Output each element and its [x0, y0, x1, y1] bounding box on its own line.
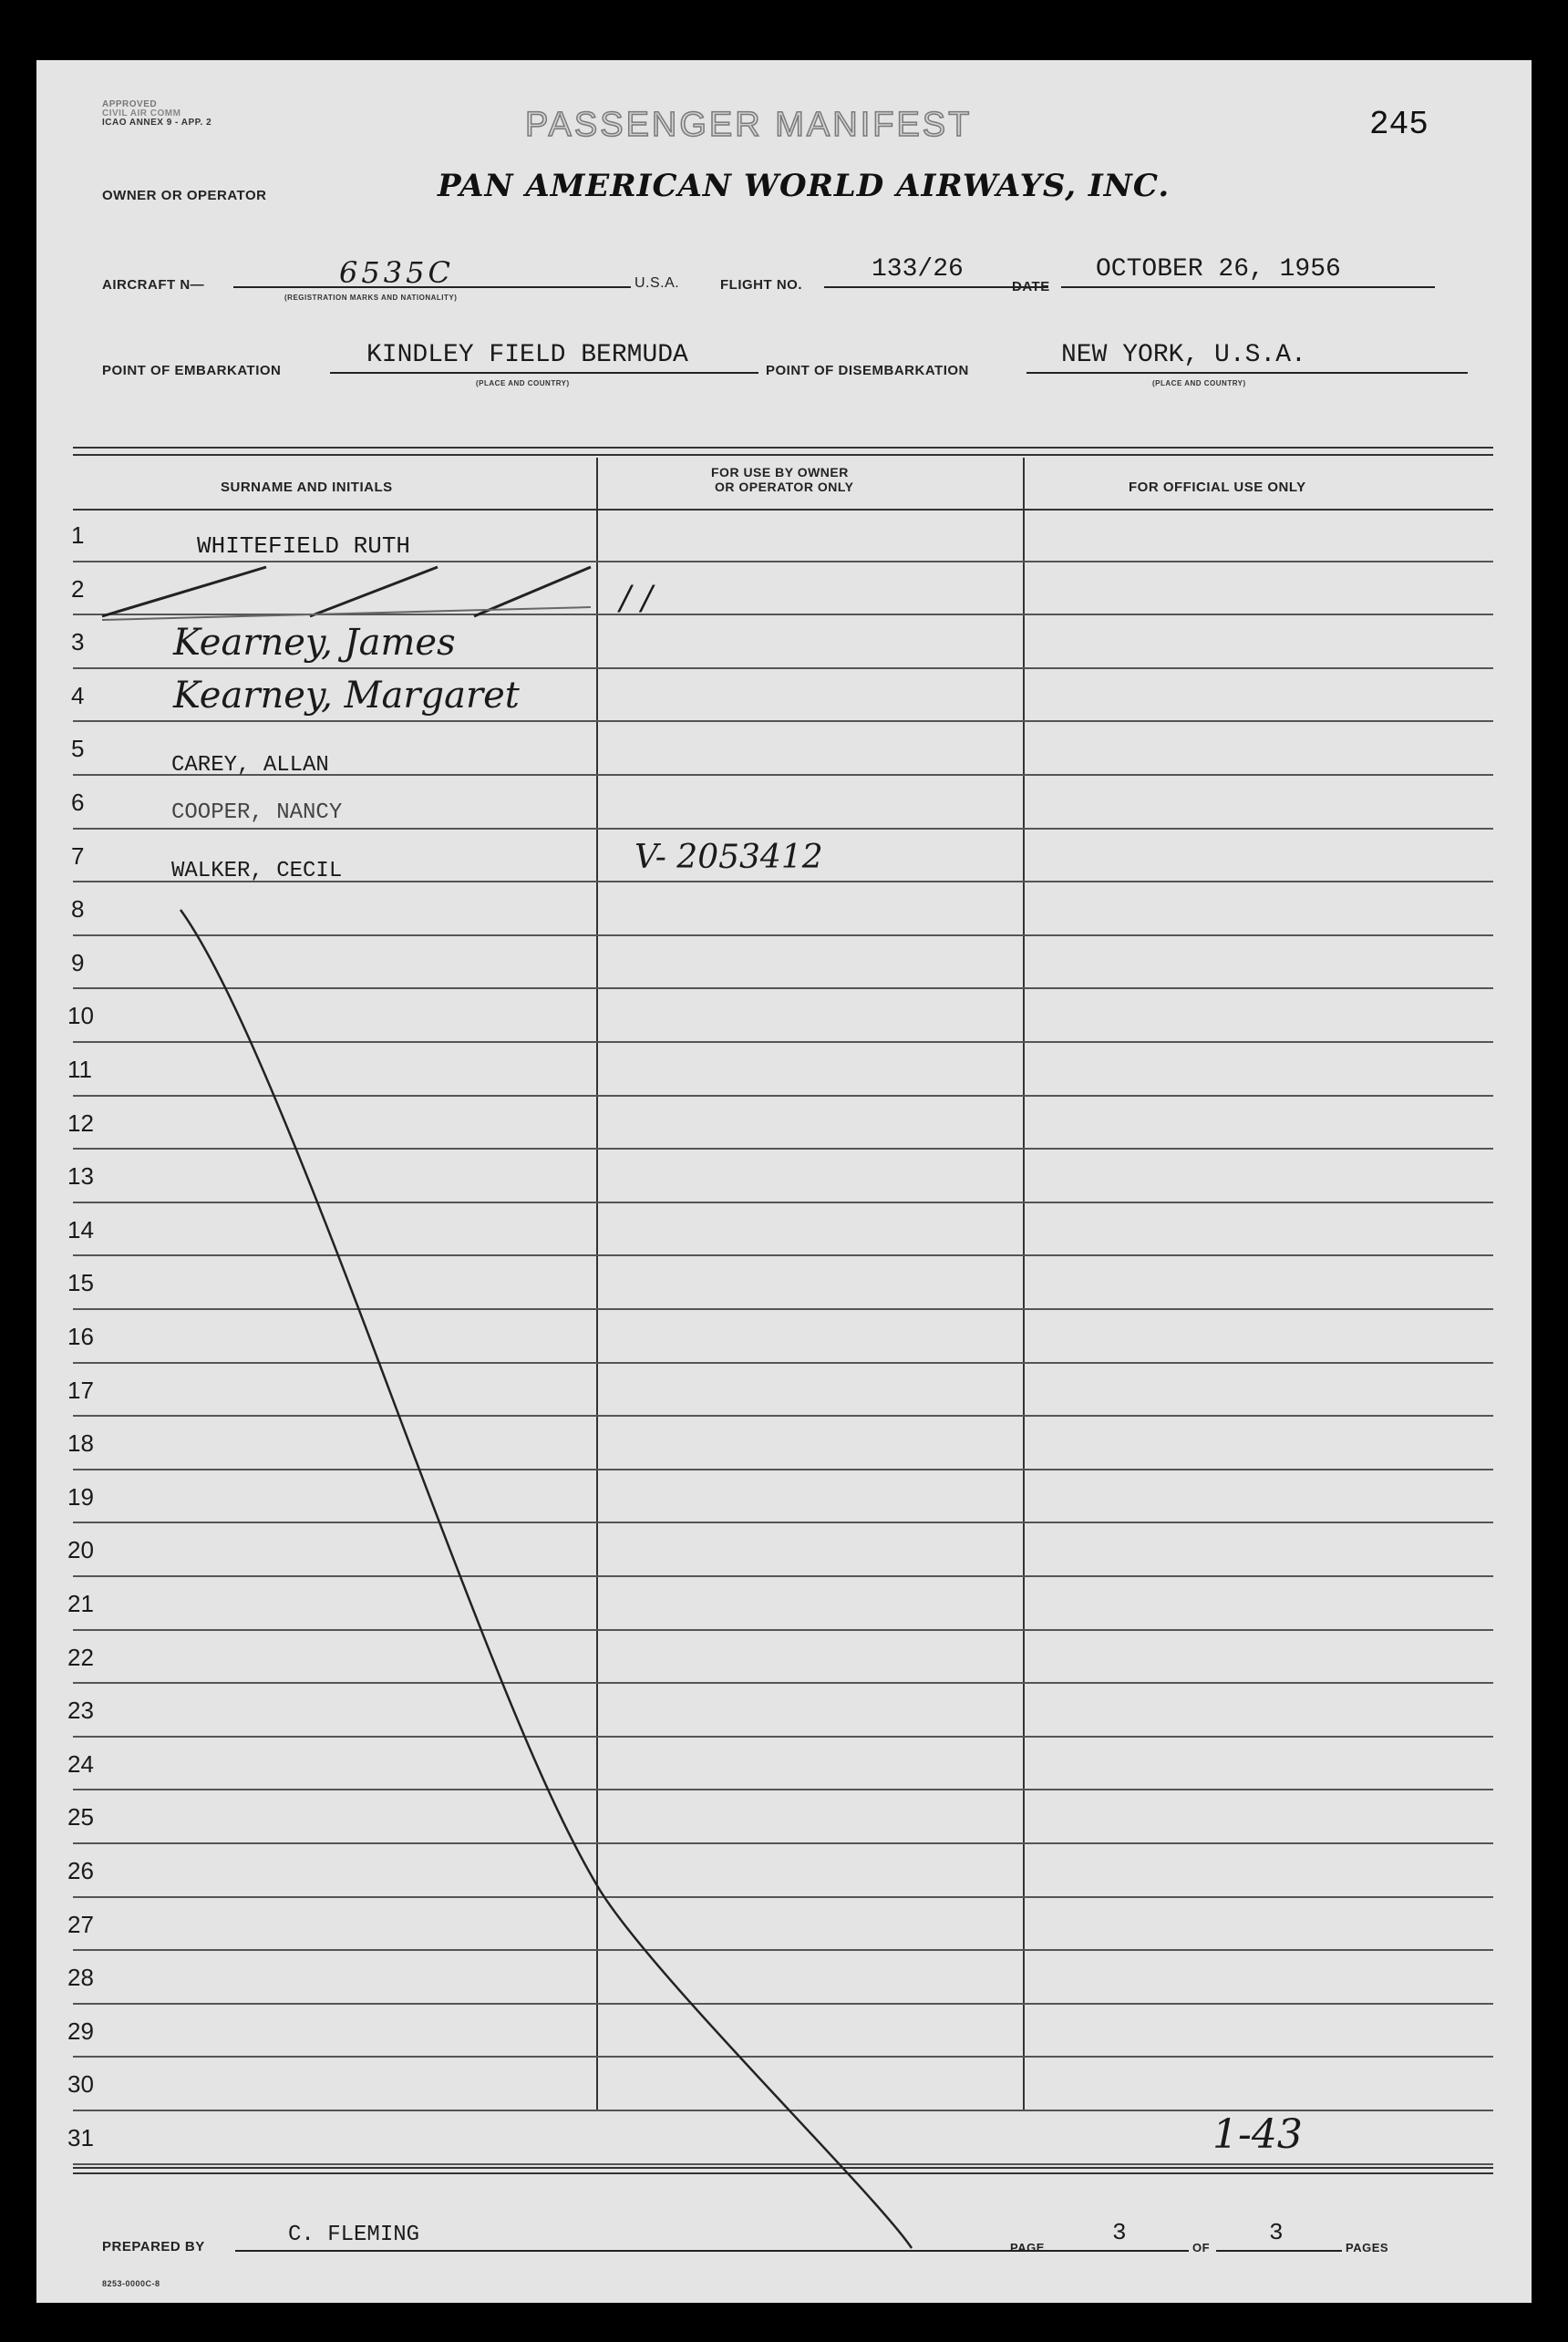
row-number: 10 — [67, 1002, 94, 1030]
row-number: 21 — [67, 1590, 94, 1617]
entry-row-3-name: Kearney, James — [173, 622, 456, 664]
approval-line-3: ICAO ANNEX 9 - APP. 2 — [102, 118, 212, 128]
row-number: 2 — [71, 574, 85, 603]
row-number: 30 — [67, 2070, 94, 2099]
row-number: 14 — [67, 1215, 94, 1243]
approval-line-1: APPROVED — [102, 99, 158, 109]
diagonal-void-line — [181, 910, 912, 2248]
row-number: 12 — [67, 1109, 94, 1137]
entry-row-7-name: WALKER, CECIL — [171, 859, 343, 883]
row-number: 16 — [67, 1323, 94, 1350]
of-value: 3 — [1269, 2219, 1284, 2246]
row-number: 4 — [71, 681, 85, 709]
column-header-surname: SURNAME AND INITIALS — [221, 480, 393, 495]
embarkation-label: POINT OF EMBARKATION — [102, 363, 282, 378]
aircraft-value: 6535C — [339, 255, 454, 290]
row-number: 31 — [67, 2124, 94, 2151]
column-header-owner-line-1: FOR USE BY OWNER — [711, 465, 849, 480]
aircraft-caption: (REGISTRATION MARKS AND NATIONALITY) — [284, 294, 458, 302]
flight-label: FLIGHT NO. — [720, 277, 802, 293]
row-7-owner-note: V- 2053412 — [634, 839, 823, 876]
footer-annotation: 1-43 — [1212, 2111, 1303, 2158]
column-header-owner-line-2: OR OPERATOR ONLY — [715, 480, 854, 494]
row-2-strike-1 — [102, 567, 266, 616]
cancellation-strokes — [36, 60, 1532, 2303]
row-number: 27 — [67, 1910, 94, 1938]
row-number: 23 — [67, 1697, 94, 1725]
row-number: 24 — [67, 1749, 94, 1778]
disembarkation-caption: (PLACE AND COUNTRY) — [1152, 379, 1246, 387]
manifest-sheet — [36, 60, 1532, 2303]
page-underline — [1052, 2250, 1189, 2252]
row-number: 29 — [67, 2017, 94, 2045]
prepared-by-underline — [235, 2250, 1056, 2252]
embarkation-value: KINDLEY FIELD BERMUDA — [366, 341, 688, 369]
entry-row-1-name: WHITEFIELD RUTH — [197, 532, 411, 560]
row-number: 17 — [67, 1376, 94, 1404]
embarkation-caption: (PLACE AND COUNTRY) — [476, 379, 570, 387]
row-number: 6 — [71, 789, 85, 816]
row-number: 25 — [67, 1803, 94, 1831]
row-number: 28 — [67, 1964, 94, 1992]
of-label: OF — [1192, 2241, 1211, 2254]
page-stamp-number: 245 — [1369, 106, 1429, 143]
row-number: 11 — [67, 1056, 92, 1083]
prepared-by-value: C. FLEMING — [288, 2223, 420, 2247]
entry-row-6-name: COOPER, NANCY — [171, 800, 343, 825]
owner-value: PAN AMERICAN WORLD AIRWAYS, INC. — [438, 168, 1171, 204]
column-header-official: FOR OFFICIAL USE ONLY — [1129, 480, 1306, 495]
form-number: 8253-0000C-8 — [102, 2279, 160, 2288]
row-2-strike-2 — [310, 567, 438, 616]
owner-label: OWNER OR OPERATOR — [102, 188, 267, 203]
of-underline — [1216, 2250, 1342, 2252]
prepared-by-label: PREPARED BY — [102, 2239, 205, 2254]
row-number: 15 — [67, 1269, 94, 1297]
row-number: 8 — [71, 895, 85, 923]
date-label: DATE — [1012, 279, 1050, 294]
page-value: 3 — [1112, 2219, 1127, 2246]
row-number: 20 — [67, 1536, 94, 1564]
entry-row-5-name: CAREY, ALLAN — [171, 753, 329, 778]
row-number: 5 — [71, 735, 85, 763]
usa-label: U.S.A. — [634, 275, 680, 291]
row-number: 7 — [71, 841, 85, 870]
row-number: 18 — [67, 1429, 94, 1458]
row-number: 1 — [71, 521, 85, 549]
row-number: 22 — [67, 1643, 94, 1671]
row-number: 3 — [71, 628, 85, 656]
form-title: PASSENGER MANIFEST — [525, 106, 973, 144]
row-number: 26 — [67, 1857, 94, 1884]
row-2-mark: / / — [620, 580, 653, 617]
row-number: 13 — [67, 1162, 94, 1191]
row-number: 19 — [67, 1482, 94, 1511]
flight-value: 133/26 — [872, 255, 964, 284]
pages-label: PAGES — [1346, 2241, 1389, 2254]
date-value: OCTOBER 26, 1956 — [1096, 255, 1341, 284]
page-label: PAGE — [1010, 2241, 1045, 2254]
aircraft-label: AIRCRAFT N— — [102, 277, 205, 293]
approval-line-2: CIVIL AIR COMM — [102, 108, 181, 119]
disembarkation-label: POINT OF DISEMBARKATION — [766, 363, 969, 378]
row-number: 9 — [71, 948, 85, 976]
disembarkation-value: NEW YORK, U.S.A. — [1061, 341, 1306, 369]
entry-row-4-name: Kearney, Margaret — [173, 675, 520, 717]
row-2-under-line — [102, 607, 591, 620]
